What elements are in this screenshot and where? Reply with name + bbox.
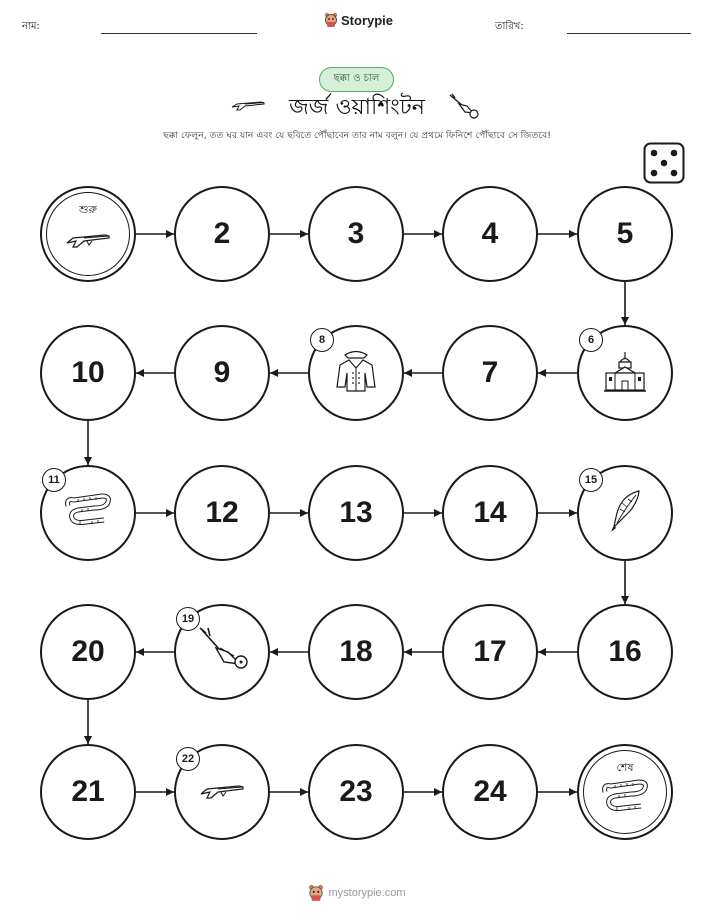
footer-url[interactable]: mystorypie.com	[328, 887, 406, 899]
measuring-tape-icon	[64, 492, 112, 534]
board-space-24	[442, 744, 538, 840]
arrow-head	[569, 788, 577, 796]
space-number: 7	[481, 356, 499, 389]
instructions: ছক্কা ফেলুন, তত ঘর যান এবং যে ছবিতে পৌঁছাবেন তার নাম বলুন। যে প্রথমে ফিনিশে পৌঁছাবে সে জিতবে!	[163, 130, 551, 141]
musket-icon	[199, 779, 245, 805]
arrow-head	[300, 509, 308, 517]
arrow-head	[166, 230, 174, 238]
finish-label: শেষ	[616, 761, 634, 774]
board-space-13	[308, 465, 404, 561]
space-number-badge: 19	[176, 607, 200, 631]
arrow-head	[434, 230, 442, 238]
board-space-2	[174, 186, 270, 282]
space-number: 18	[339, 635, 373, 668]
space-number-badge: 11	[42, 468, 66, 492]
space-number: 23	[339, 775, 373, 808]
arrow-head	[404, 648, 412, 656]
arrow-head	[569, 509, 577, 517]
board-space-17	[442, 604, 538, 700]
arrow-head	[84, 457, 92, 465]
space-number-badge: 15	[579, 468, 603, 492]
arrow-head	[434, 509, 442, 517]
arrow-head	[166, 509, 174, 517]
footer	[0, 884, 714, 902]
arrow-head	[270, 648, 278, 656]
arrow-head	[136, 648, 144, 656]
plow-icon	[194, 624, 250, 680]
brand-name: Storypie	[341, 12, 394, 28]
date-label: তারিখ:	[495, 21, 524, 32]
board-space-14	[442, 465, 538, 561]
space-number: 9	[213, 356, 231, 389]
musket-icon	[65, 228, 111, 254]
board-space-12	[174, 465, 270, 561]
name-label: নাম:	[22, 21, 40, 32]
arrow-head	[404, 369, 412, 377]
board-space-18	[308, 604, 404, 700]
page-title: জর্জ ওয়াশিংটন	[289, 95, 425, 120]
board-space-5	[577, 186, 673, 282]
space-number: 10	[71, 356, 105, 389]
arrow-head	[434, 788, 442, 796]
board-space-23	[308, 744, 404, 840]
arrow-head	[300, 230, 308, 238]
board-space-20	[40, 604, 136, 700]
space-number: 2	[213, 217, 231, 250]
space-number: 14	[473, 496, 507, 529]
space-number-badge: 6	[579, 328, 603, 352]
space-number: 24	[473, 775, 507, 808]
building-icon	[602, 349, 648, 397]
space-number: 21	[71, 775, 105, 808]
space-number-badge: 8	[310, 328, 334, 352]
space-number: 3	[347, 217, 365, 250]
arrow-head	[136, 369, 144, 377]
board-space-3	[308, 186, 404, 282]
measuring-tape-icon	[601, 778, 649, 820]
arrow-head	[621, 317, 629, 325]
space-number: 13	[339, 496, 373, 529]
space-number: 16	[608, 635, 642, 668]
board-space-7	[442, 325, 538, 421]
arrow-head	[300, 788, 308, 796]
space-number: 4	[481, 217, 499, 250]
arrow-head	[84, 736, 92, 744]
arrow-head	[569, 230, 577, 238]
finish-space	[577, 744, 673, 840]
space-number: 20	[71, 635, 105, 668]
storypie-mascot-icon	[308, 884, 324, 902]
game-type-badge: ছক্কা ও চাল	[319, 67, 394, 92]
board-space-9	[174, 325, 270, 421]
coat-icon	[335, 349, 377, 397]
space-number: 5	[616, 217, 634, 250]
start-space	[40, 186, 136, 282]
quill-icon	[608, 489, 642, 537]
arrow-head	[270, 369, 278, 377]
board-space-4	[442, 186, 538, 282]
arrow-head	[621, 596, 629, 604]
space-number: 17	[473, 635, 507, 668]
board-space-16	[577, 604, 673, 700]
arrow-head	[538, 648, 546, 656]
space-number: 12	[205, 496, 239, 529]
start-label: শুরু	[79, 203, 97, 216]
board-space-10	[40, 325, 136, 421]
arrow-head	[166, 788, 174, 796]
space-number-badge: 22	[176, 747, 200, 771]
board-space-21	[40, 744, 136, 840]
arrow-head	[538, 369, 546, 377]
